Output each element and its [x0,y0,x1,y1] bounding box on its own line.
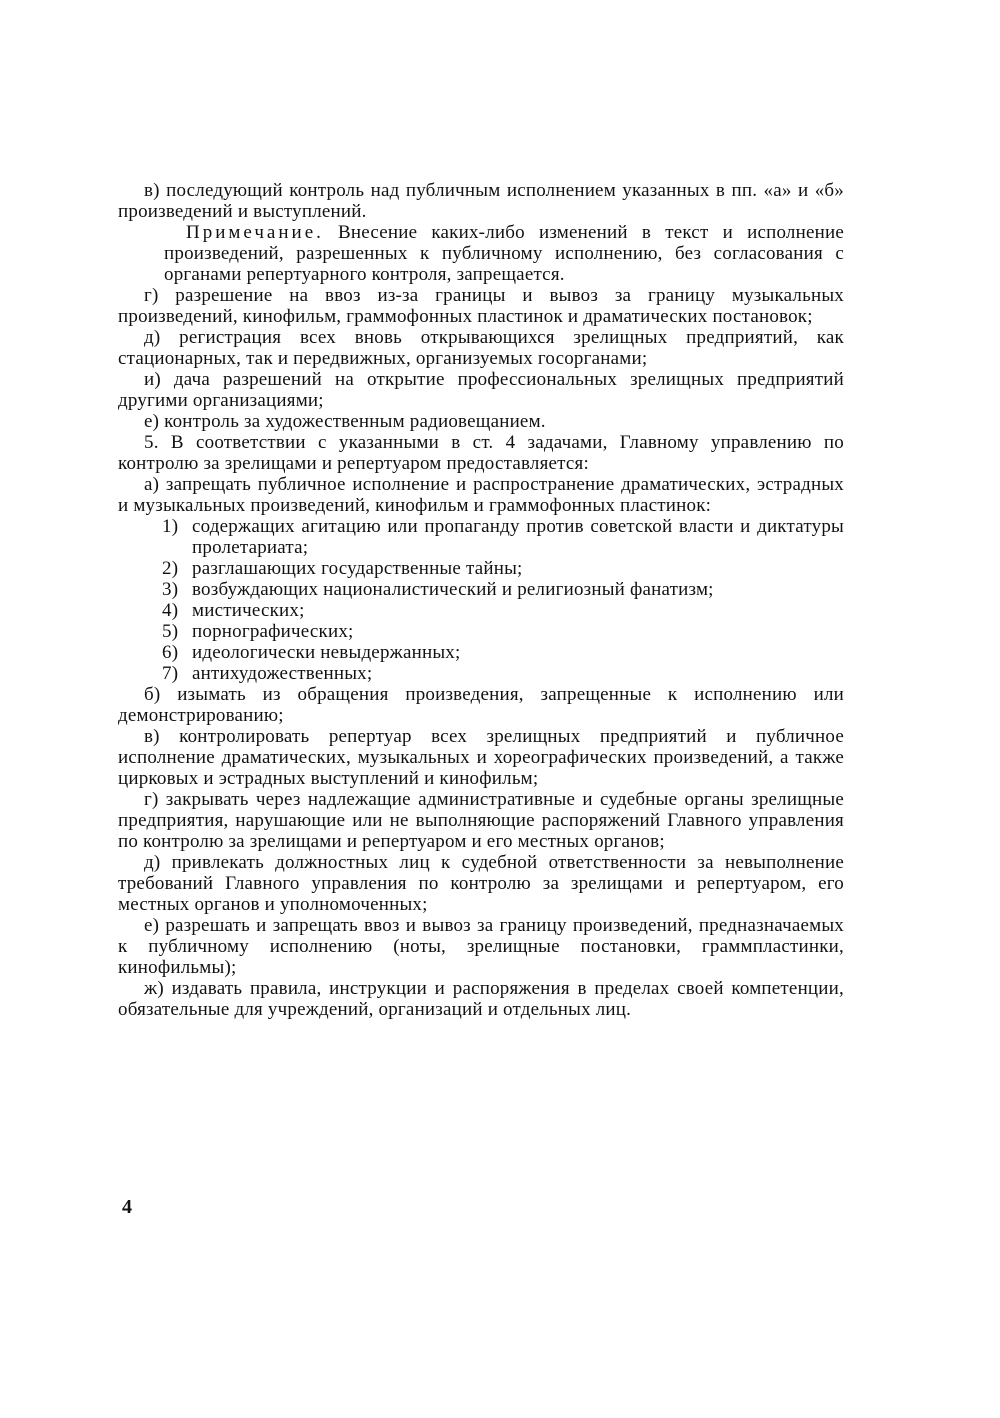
list-item-text: идеологически невыдержанных; [192,642,461,663]
document-page [118,180,844,1020]
paragraph-a: а) запрещать публичное исполнение и распространение драматических, эстрадных и музыкальных произведений, кинофильм и граммофонных пластинок: [118,474,844,516]
list-item-text: разглашающих государственные тайны; [192,558,523,579]
list-item-number: 4) [162,600,179,621]
list-item [162,558,844,579]
list-item [162,516,844,558]
list-item-number: 6) [162,642,179,663]
prohibited-content-list [162,516,844,684]
paragraph-b: б) изымать из обращения произведения, запрещенные к исполнению или демонстрированию; [118,684,844,726]
paragraph-i: и) дача разрешений на открытие профессиональных зрелищных предприятий другими организациями; [118,369,844,411]
paragraph-d: д) регистрация всех вновь открывающихся зрелищных предприятий, как стационарных, так и передвижных, организуемых госорганами; [118,327,844,369]
list-item-number: 1) [162,516,179,537]
note-content [164,222,844,285]
list-item-text: порнографических; [192,621,354,642]
paragraph-v: в) последующий контроль над публичным исполнением указанных в пп. «а» и «б» произведений и выступлений. [118,180,844,222]
list-item [162,600,844,621]
paragraph-zh: ж) издавать правила, инструкции и распоряжения в пределах своей компетенции, обязательные для учреждений, организаций и отдельных лиц. [118,978,844,1020]
paragraph-e2: е) разрешать и запрещать ввоз и вывоз за границу произведений, предназначаемых к публичному исполнению (ноты, зрелищные постановки, граммпластинки, кинофильмы); [118,915,844,978]
list-item-text: возбуждающих националистический и религиозный фанатизм; [192,579,714,600]
list-item [162,621,844,642]
note-label: Примечание. [186,222,324,243]
note-text: Внесение каких-либо изменений в текст и исполнение произведений, разрешенных к публичному исполнению, без согласования с органами репертуарного контроля, запрещается. [164,222,844,285]
paragraph-5: 5. В соответствии с указанными в ст. 4 задачами, Главному управлению по контролю за зрелищами и репертуаром предоставляется: [118,432,844,474]
list-item-text: содержащих агитацию или пропаганду против советской власти и диктатуры пролетариата; [192,516,844,558]
paragraph-g2: г) закрывать через надлежащие административные и судебные органы зрелищные предприятия, нарушающие или не выполняющие распоряжений Главного управления по контролю за зрелищами и репертуаром и его местных органов; [118,789,844,852]
list-item-number: 7) [162,663,179,684]
list-item-number: 2) [162,558,179,579]
paragraph-e: е) контроль за художественным радиовещанием. [144,411,546,432]
list-item-number: 3) [162,579,179,600]
list-item-text: мистических; [192,600,305,621]
list-item-text: антихудожественных; [192,663,373,684]
note-block [164,222,844,285]
list-item [162,663,844,684]
list-item-number: 5) [162,621,179,642]
list-item [162,579,844,600]
paragraph-v2: в) контролировать репертуар всех зрелищных предприятий и публичное исполнение драматических, музыкальных и хореографических произведений, а также цирковых и эстрадных выступлений и кинофильм; [118,726,844,789]
paragraph-g: г) разрешение на ввоз из-за границы и вывоз за границу музыкальных произведений, кинофильм, граммофонных пластинок и драматических постановок; [118,285,844,327]
page-number: 4 [122,1196,132,1218]
list-item [162,642,844,663]
paragraph-d2: д) привлекать должностных лиц к судебной ответственности за невыполнение требований Главного управления по контролю за зрелищами и репертуаром, его местных органов и уполномоченных; [118,852,844,915]
